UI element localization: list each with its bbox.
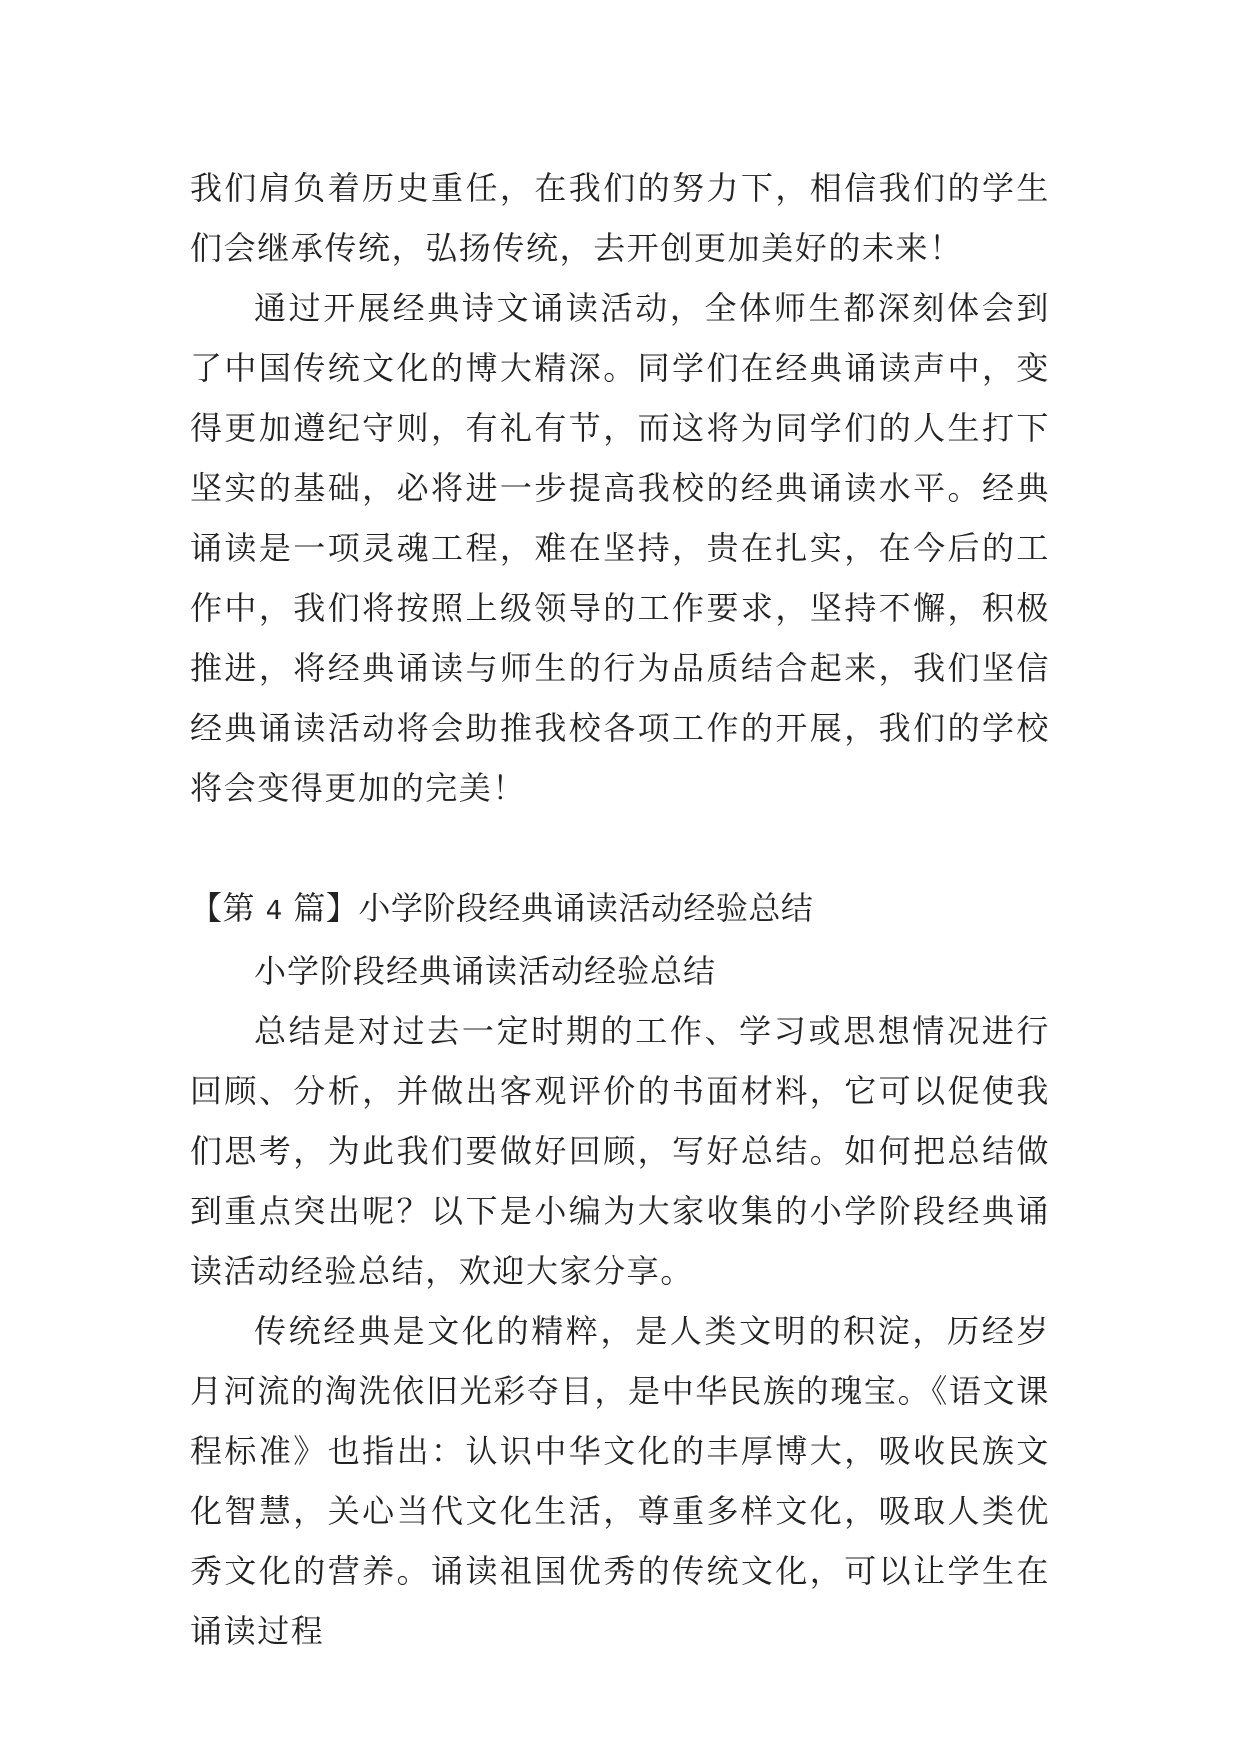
paragraph-conclusion: 通过开展经典诗文诵读活动，全体师生都深刻体会到了中国传统文化的博大精深。同学们在经典诵读声中，变得更加遵纪守则，有礼有节，而这将为同学们的人生打下坚实的基础，必将进一步提高我校的经典诵读水平。经典诵读是一项灵魂工程，难在坚持，贵在扎实，在今后的工作中，我们将按照上级领导的工作要求，坚持不懈，积极推进，将经典诵读与师生的行为品质结合起来，我们坚信经典诵读活动将会助推我校各项工作的开展，我们的学校将会变得更加的完美！	[190, 289, 1050, 807]
heading-open-bracket: 【第	[190, 889, 256, 927]
section-gap	[190, 818, 1050, 878]
document-page	[190, 158, 1050, 1661]
heading-close-bracket: 篇】	[293, 889, 359, 927]
article-subtitle: 小学阶段经典诵读活动经验总结	[254, 952, 717, 990]
heading-title: 小学阶段经典诵读活动经验总结	[358, 889, 814, 927]
paragraph-body: 传统经典是文化的精粹，是人类文明的积淀，历经岁月河流的淘洗依旧光彩夺目，是中华民族的瑰宝。《语文课程标准》也指出：认识中华文化的丰厚博大，吸收民族文化智慧，关心当代文化生活，尊重多样文化，吸取人类优秀文化的营养。诵读祖国优秀的传统文化，可以让学生在诵读过程	[190, 1312, 1050, 1650]
heading-number: 4	[265, 896, 283, 926]
paragraph-continuation: 我们肩负着历史重任，在我们的努力下，相信我们的学生们会继承传统，弘扬传统，去开创更加美好的未来！	[190, 169, 1050, 267]
article-heading	[190, 878, 1050, 941]
paragraph-intro: 总结是对过去一定时期的工作、学习或思想情况进行回顾、分析，并做出客观评价的书面材料，它可以促使我们思考，为此我们要做好回顾，写好总结。如何把总结做到重点突出呢？以下是小编为大家收集的小学阶段经典诵读活动经验总结，欢迎大家分享。	[190, 1012, 1050, 1290]
